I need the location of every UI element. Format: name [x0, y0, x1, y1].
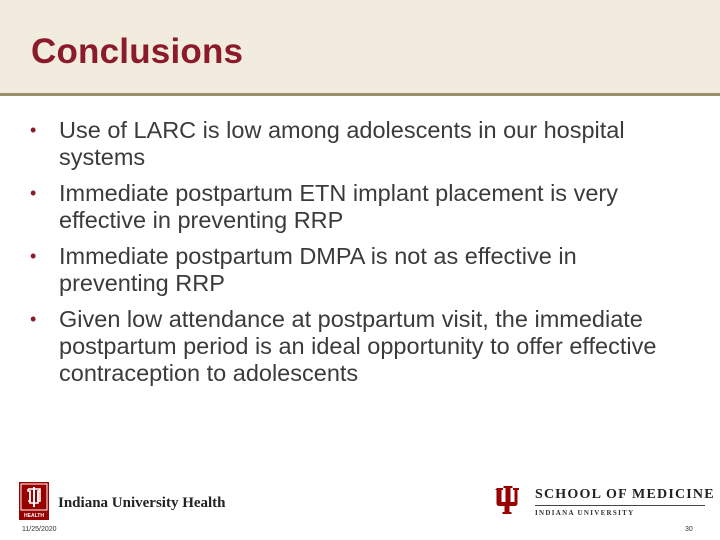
bullet-item — [30, 243, 690, 297]
indiana-university-name: INDIANA UNIVERSITY — [535, 509, 635, 517]
bullet-text: Immediate postpartum DMPA is not as effective in preventing RRP — [59, 243, 577, 296]
iu-health-name: Indiana University Health — [58, 495, 226, 511]
page-number: 30 — [685, 526, 693, 533]
logo-divider — [535, 505, 705, 506]
bullet-text: Immediate postpartum ETN implant placement is very effective in preventing RRP — [59, 180, 618, 233]
bullet-text: Use of LARC is low among adolescents in our hospital systems — [59, 117, 625, 170]
bullet-item — [30, 117, 690, 171]
bullet-list — [30, 117, 690, 396]
iu-health-logo-text: HEALTH — [24, 513, 44, 519]
school-of-medicine-name: SCHOOL OF MEDICINE — [535, 487, 715, 502]
title-bar — [0, 0, 720, 96]
bullet-item — [30, 306, 690, 387]
bullet-icon: • — [30, 183, 37, 203]
bullet-icon: • — [30, 120, 37, 140]
bullet-item — [30, 180, 690, 234]
bullet-text: Given low attendance at postpartum visit, the immediate postpartum period is an ideal opportunity to offer effective contraception to adolescents — [59, 306, 657, 386]
title-divider — [0, 93, 720, 96]
slide-date: 11/25/2020 — [22, 526, 57, 533]
iu-trident-icon — [494, 485, 522, 522]
bullet-icon: • — [30, 246, 37, 266]
bullet-icon: • — [30, 309, 37, 329]
iu-health-logo-icon — [19, 482, 49, 520]
slide-title: Conclusions — [31, 32, 244, 71]
